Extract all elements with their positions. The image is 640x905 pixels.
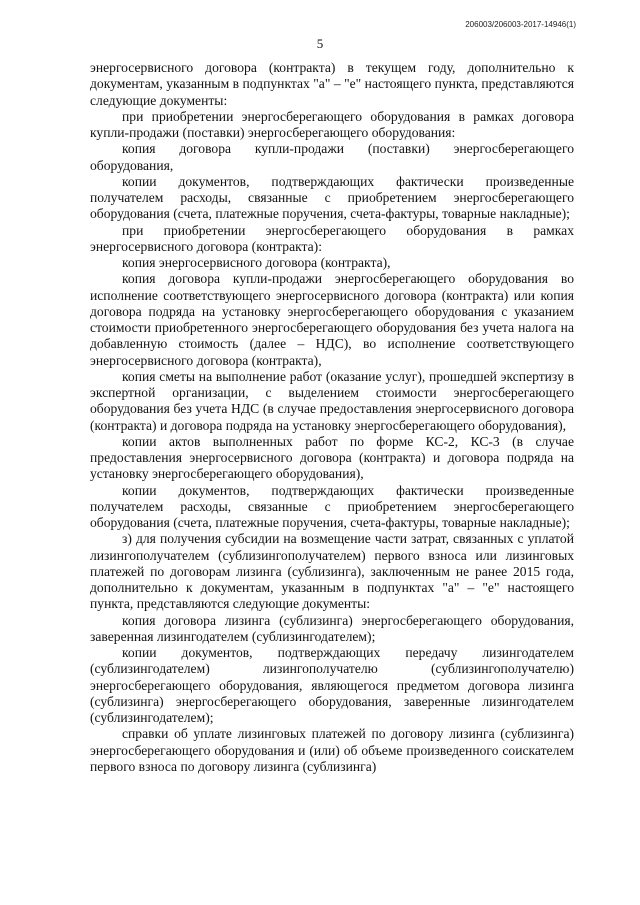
paragraph: копия энергосервисного договора (контракта), [122, 255, 391, 270]
paragraph: копия договора лизинга (сублизинга) энергосберегающего оборудования, заверенная лизингодателем (сублизингодателем); [90, 612, 574, 644]
paragraph: энергосервисного договора (контракта) в текущем году, дополнительно к документам, указанным в подпунктах "а" – "е" настоящего пункта, представляются следующие документы: [90, 60, 574, 108]
document-id: 206003/206003-2017-14946(1) [465, 20, 576, 29]
paragraph: копии документов, подтверждающих фактически произведенные получателем расходы, связанные с приобретением энергосберегающего оборудования (счета, платежные поручения, счета-фактуры, товарные накладные); [90, 482, 574, 530]
paragraph: копия договора купли-продажи (поставки) энергосберегающего оборудования, [90, 141, 574, 173]
paragraph: копии документов, подтверждающих передачу лизингодателем (сублизингодателем) лизингополучателю (сублизингополучателю) энергосберегающего оборудования, являющегося предметом договора лизинга (сублизинга) энергосберегающего оборудования, заверенные лизингодателем (сублизингодателем); [90, 645, 574, 725]
document-body [90, 60, 574, 775]
paragraph: при приобретении энергосберегающего оборудования в рамках энергосервисного договора (контракта): [90, 222, 574, 254]
paragraph: копии актов выполненных работ по форме КС-2, КС-3 (в случае предоставления энергосервисного договора (контракта) и договора подряда на установку энергосберегающего оборудования), [90, 433, 574, 482]
page-number: 5 [316, 36, 324, 51]
paragraph: копии документов, подтверждающих фактически произведенные получателем расходы, связанные с приобретением энергосберегающего оборудования (счета, платежные поручения, счета-фактуры, товарные накладные); [90, 173, 574, 222]
paragraph: з) для получения субсидии на возмещение части затрат, связанных с уплатой лизингополучателем (сублизингополучателем) первого взноса или лизинговых платежей по договорам лизинга (сублизинга), заключенным не ранее 2015 года, дополнительно к документам, указанным в подпунктах "а" – "е" настоящего пункта, представляются следующие документы: [90, 531, 574, 612]
paragraph: копия договора купли-продажи энергосберегающего оборудования во исполнение соответствующего энергосервисного договора (контракта) или копия договора подряда на установку энергосберегающего оборудования с указанием стоимости приобретенного энергосберегающего оборудования без учета налога на добавленную стоимость (далее – НДС), во исполнение соответствующего энергосервисного договора (контракта), [90, 271, 574, 368]
paragraph: копия сметы на выполнение работ (оказание услуг), прошедшей экспертизу в экспертной организации, с выделением стоимости энергосберегающего оборудования без учета НДС (в случае предоставления энергосервисного договора (контракта) и договора подряда на установку энергосберегающего оборудования), [90, 368, 574, 433]
paragraph: справки об уплате лизинговых платежей по договору лизинга (сублизинга) энергосберегающего оборудования и (или) об объеме произведенного соискателем первого взноса по договору лизинга (сублизинга) [90, 726, 574, 774]
paragraph: при приобретении энергосберегающего оборудования в рамках договора купли-продажи (поставки) энергосберегающего оборудования: [90, 108, 574, 140]
